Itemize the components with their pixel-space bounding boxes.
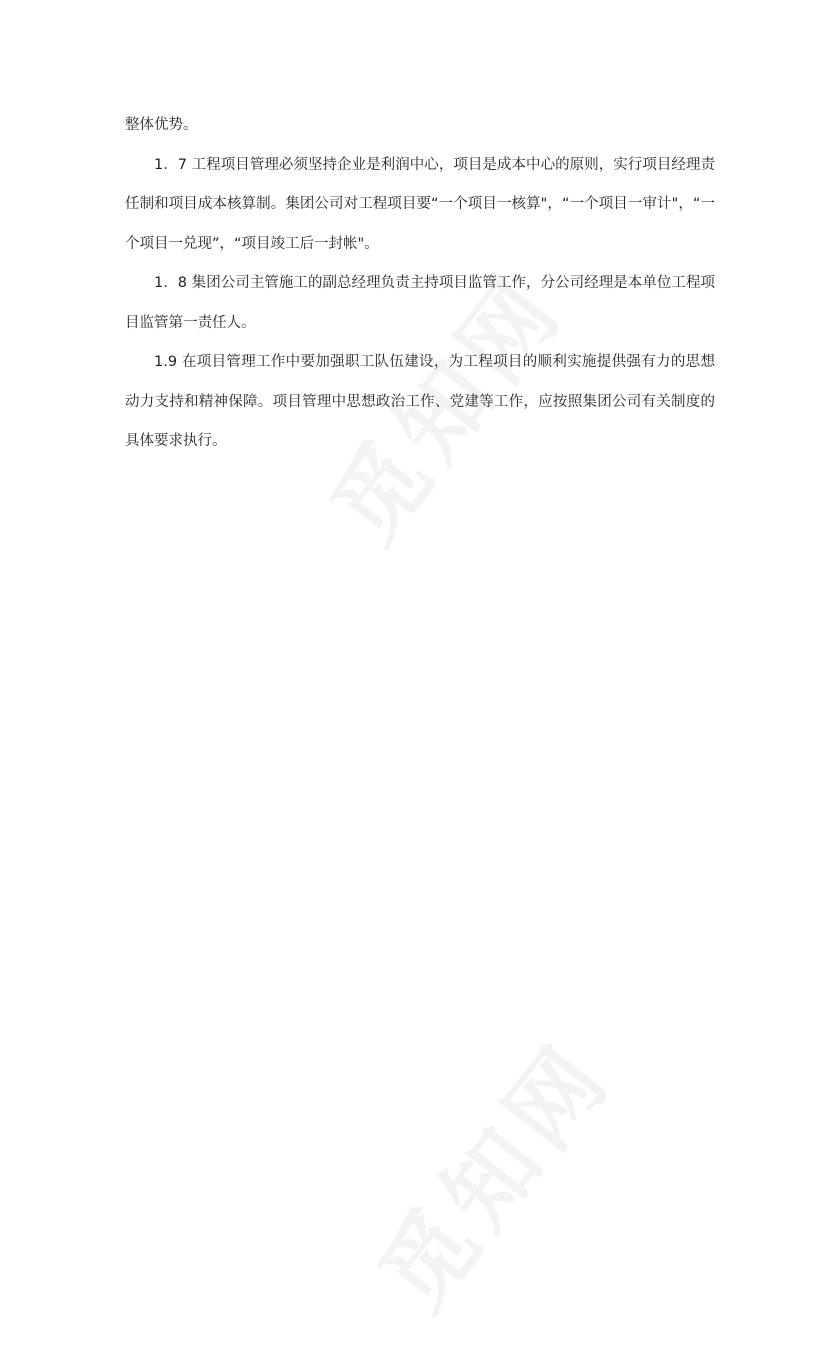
paragraph-item-1-9: 1.9 在项目管理工作中要加强职工队伍建设，为工程项目的顺利实施提供强有力的思想动力支持和精神保障。项目管理中思想政治工作、党建等工作，应按照集团公司有关制度的具体要求执行。 bbox=[125, 354, 715, 449]
document-body bbox=[125, 106, 715, 462]
paragraph-item-1-7: 1．7 工程项目管理必须坚持企业是利润中心，项目是成本中心的原则，实行项目经理责任制和项目成本核算制。集团公司对工程项目要“一个项目一核算"，“一个项目一审计"，“一个项目一兑现”，“项目竣工后一封帐"。 bbox=[125, 156, 715, 252]
watermark-lower bbox=[327, 989, 653, 1353]
paragraph-continuation: 整体优势。 bbox=[125, 117, 198, 133]
paragraph-item-1-8: 1．8 集团公司主管施工的副总经理负责主持项目监管工作，分公司经理是本单位工程项目监管第一责任人。 bbox=[125, 275, 715, 331]
